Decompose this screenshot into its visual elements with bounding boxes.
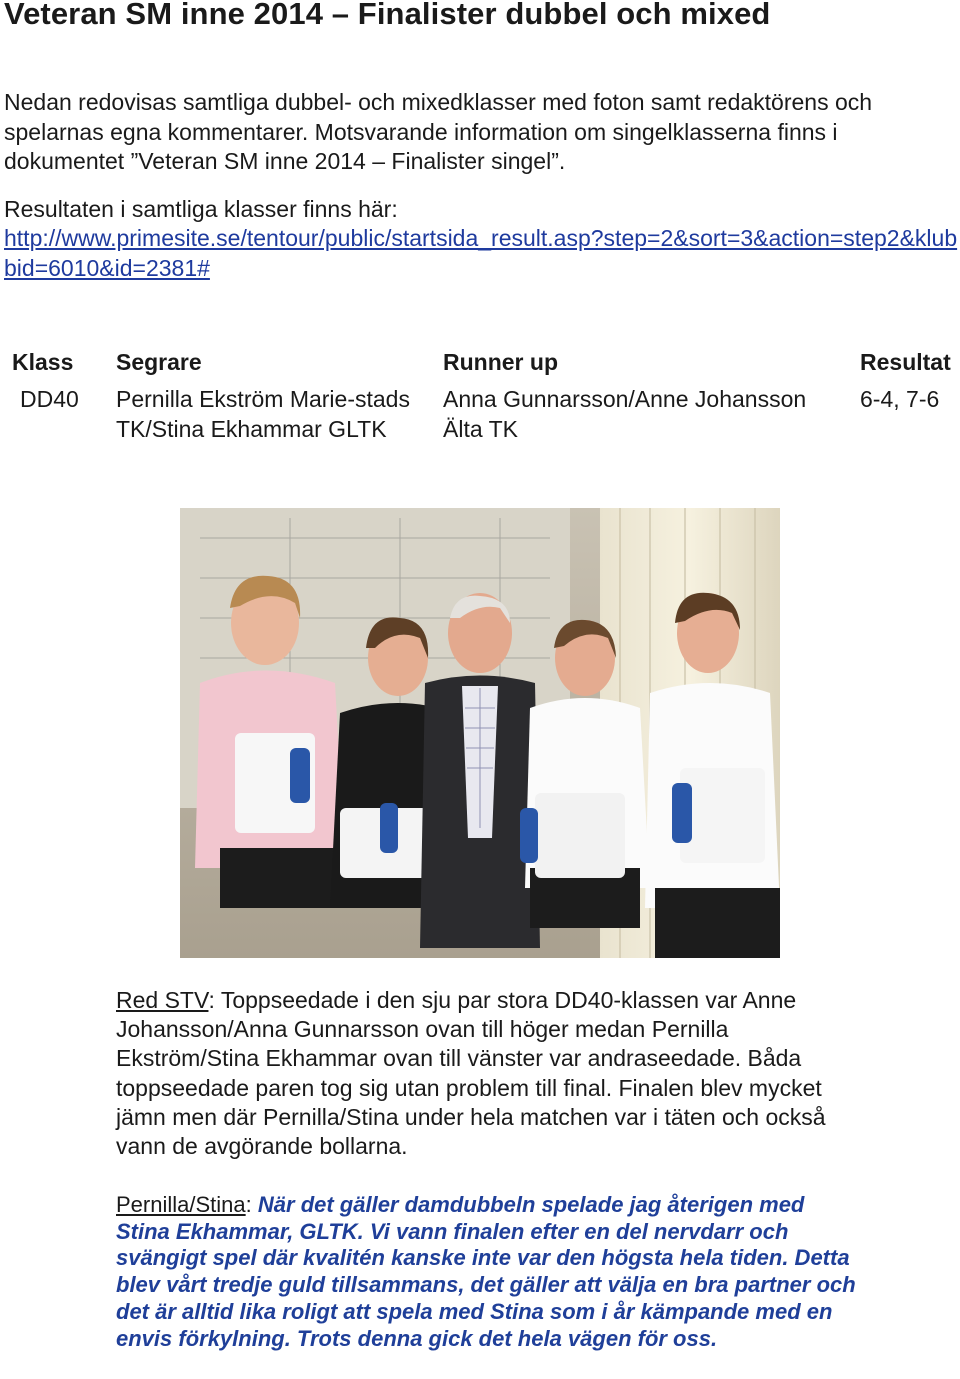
players-colon: : — [245, 1192, 252, 1217]
editor-text: : Toppseedade i den sju par stora DD40-klassen var Anne Johansson/Anna Gunnarsson ovan till höger medan Pernilla Ekström/Stina Ekhammar ovan till vänster var andraseedade. Båda toppseedade paren tog sig utan problem till final. Finalen blev mycket jämn men där Pernilla/Stina under hela matchen var i täten och också vann de avgörande bollarna. — [116, 987, 826, 1160]
header-segrare: Segrare — [116, 349, 202, 375]
intro-paragraph: Nedan redovisas samtliga dubbel- och mixedklasser med foton samt redaktörens och spelarnas egna kommentarer. Motsvarande information om singelklasserna finns i dokumentet ”Veteran SM inne 2014 – Finalister singel”. — [4, 89, 873, 174]
intro-section — [4, 88, 960, 283]
players-quote: När det gäller damdubbeln spelade jag återigen med Stina Ekhammar, GLTK. Vi vann finalen efter en del nervdarr och svängigt spel där kvalitén kanske inte var den högsta hela tiden. Detta blev vårt tredje guld tillsammans, det gäller att välja en bra partner och det är alltid lika roligt att spela med Stina som i år kämpande med en envis förkylning. Trots denna gick det hela vägen för oss. — [116, 1192, 856, 1351]
results-link[interactable]: http://www.primesite.se/tentour/public/startsida_result.asp?step=2&sort=3&action=step2&klubbid=6010&id=2381# — [4, 225, 958, 281]
players-comment — [116, 1192, 856, 1352]
editor-label: Red STV — [116, 987, 209, 1013]
players-label: Pernilla/Stina — [116, 1192, 246, 1217]
cell-resultat: 6-4, 7-6 — [860, 386, 940, 412]
results-intro: Resultaten i samtliga klasser finns här: — [4, 195, 398, 222]
table-row — [0, 385, 960, 442]
cell-segrare: Pernilla Ekström Marie-stads TK/Stina Ekhammar GLTK — [116, 386, 410, 442]
finals-table — [0, 345, 960, 442]
page-title: Veteran SM inne 2014 – Finalister dubbel och mixed — [4, 0, 771, 31]
cell-klass: DD40 — [20, 386, 79, 412]
table-header-row — [0, 345, 960, 385]
cell-runner-up: Anna Gunnarsson/Anne Johansson Älta TK — [443, 386, 807, 442]
editor-comment — [116, 986, 856, 1161]
header-klass: Klass — [12, 349, 74, 375]
header-runner-up: Runner up — [443, 349, 558, 375]
header-resultat: Resultat — [860, 349, 951, 375]
group-photo — [180, 508, 780, 958]
